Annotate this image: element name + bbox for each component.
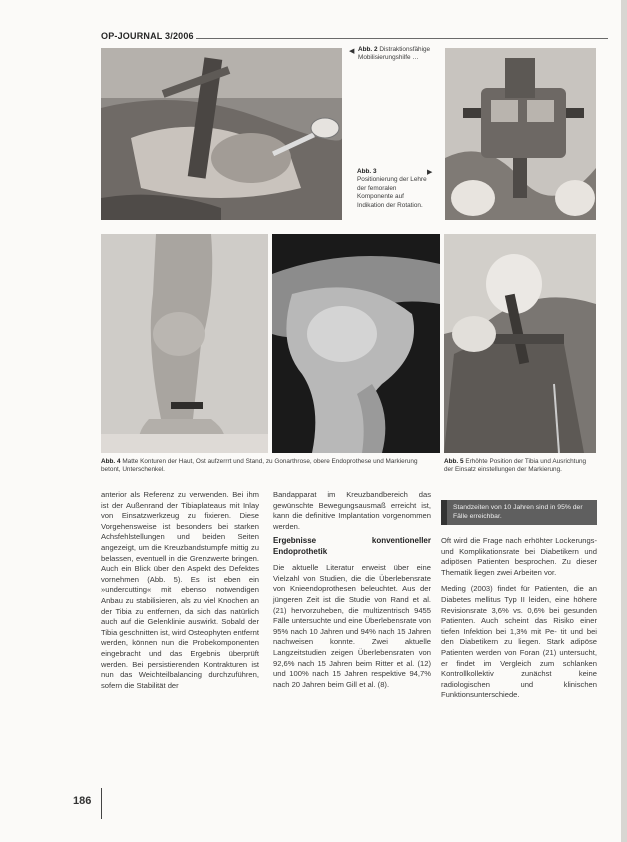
paragraph: anterior als Referenz zu verwenden. Bei ihm ist der Außenrand der Tibiaplateaus mit Inlay von Einsatzwerkzeug zu fixieren. Diese Vorgehensweise ist besonders bei starken Achsfehlstellungen und beiden Seiten angezeigt, um die Kreuzbandstumpfe mittig zu belassen, eventuell in die Grenzwerte bringen. Auch ein Blick über den Aspekt des Defektes vornehmen (Abb. 5). Es ist eben ein »undercutting« mit ebenso notwendigen Anbau zu stabilisieren, als zu viel Knochen an der Tibia zu entfernen, da sich das natürlich auch auf die Gelenklinie auswirkt. Sobald der Tibia geschnitten ist, wird Osteophyten entfernt werden, können nun die Probekomponenten eingebracht und das Ergebnis überprüft werden. Bei persistierenden Kontrakturen ist nun das Weichteilbalancing durchzuführen, sofern die Stabilität der — [101, 490, 260, 690]
page-number-rule — [101, 788, 102, 819]
body-column-middle — [273, 490, 431, 693]
arrow-left-icon: ◀ — [349, 48, 355, 55]
journal-header: OP-JOURNAL 3/2006 — [101, 31, 194, 41]
tibia-photo-abb5 — [444, 234, 596, 453]
caption-abb4 — [101, 458, 431, 475]
caption-abb2-text: Distraktionsfähige Mobilisierungshilfe … — [358, 46, 431, 62]
paragraph: Bandapparat im Kreuzbandbereich das gewünschte Bewegungsausmaß erreicht ist, kann die definitive Implantation vorgenommen werden. — [273, 490, 431, 531]
caption-abb3 — [357, 168, 431, 210]
caption-abb2-label: Abb. 2 — [358, 46, 378, 53]
surgery-photo-abb2 — [101, 48, 342, 220]
paragraph: Oft wird die Frage nach erhöhter Lockerungs- und Komplikationsrate bei Diabetikern und adipösen Patienten besprochen. Zu dieser Thematik liegen zwei Arbeiten vor. — [441, 536, 597, 577]
cutting-guide-photo-abb3 — [445, 48, 596, 220]
section-heading: Ergebnisse konventioneller Endoprothetik — [273, 536, 431, 556]
summary-box — [441, 500, 597, 525]
caption-abb5 — [444, 458, 596, 475]
leg-photo-abb4 — [101, 234, 268, 453]
summary-bar — [441, 500, 447, 525]
caption-abb5-text: Erhöhte Position der Tibia und Ausrichtung der Einsatz einstellungen der Markierung. — [444, 458, 587, 474]
caption-abb3-label: Abb. 3 — [357, 168, 377, 175]
body-column-right — [441, 536, 597, 704]
caption-abb2 — [358, 46, 434, 63]
caption-abb5-label: Abb. 5 — [444, 458, 464, 465]
paragraph: Meding (2003) findet für Patienten, die an Diabetes mellitus Typ II leiden, eine höhere Revisionsrate 3,6% vs. 0,6% bei gesunden Patienten. Auch scheint das Risiko einer tiefen Infektion bei 1,3% mit Pe- tit und bei den Diabetikern zu liegen. Stark adipöse Patienten werden von Foran (21) untersucht, er findet im Vergleich zum schlanken Kontrollkollektiv zunächst keine radiologischen und klinischen Funktionsunterschiede. — [441, 584, 597, 700]
paragraph: Die aktuelle Literatur erweist über eine Vielzahl von Studien, die die Überlebensrate von Knieendoprothesen beleuchtet. Aus der jüngeren Zeit ist die Studie von Rand et al. (21) hervorzuheben, die multizentrisch 9455 Fälle untersuchte und eine Überlebensrate von 95% nach 10 Jahren und 94% nach 15 Jahren nachweisen konnte. Zwei aktuelle Langzeitstudien zeigen Überlebensraten von 92,6% nach 15 Jahren beim Ritter et al. (12) und 100% nach 15 Jahren respektive 94,7% nach 20 Jahren beim Gill et al. (8). — [273, 563, 431, 689]
header-rule — [196, 38, 608, 39]
caption-abb4-label: Abb. 4 — [101, 458, 121, 465]
body-column-left — [101, 490, 259, 694]
xray-photo-abb4 — [272, 234, 440, 453]
arrow-right-icon: ▶ — [427, 169, 433, 176]
caption-abb4-text: Matte Konturen der Haut, Ost aufzerrrt und Stand, zu Gonarthrose, obere Endoprothese und Markierung betont, Unterschenkel. — [101, 458, 418, 474]
summary-text: Standzeiten von 10 Jahren sind in 95% der Fälle erreichbar. — [453, 504, 583, 520]
page-edge — [621, 0, 627, 842]
caption-abb3-text: Positionierung der Lehre der femoralen Komponente auf Indikation der Rotation. — [357, 176, 427, 209]
page-number: 186 — [73, 795, 92, 807]
